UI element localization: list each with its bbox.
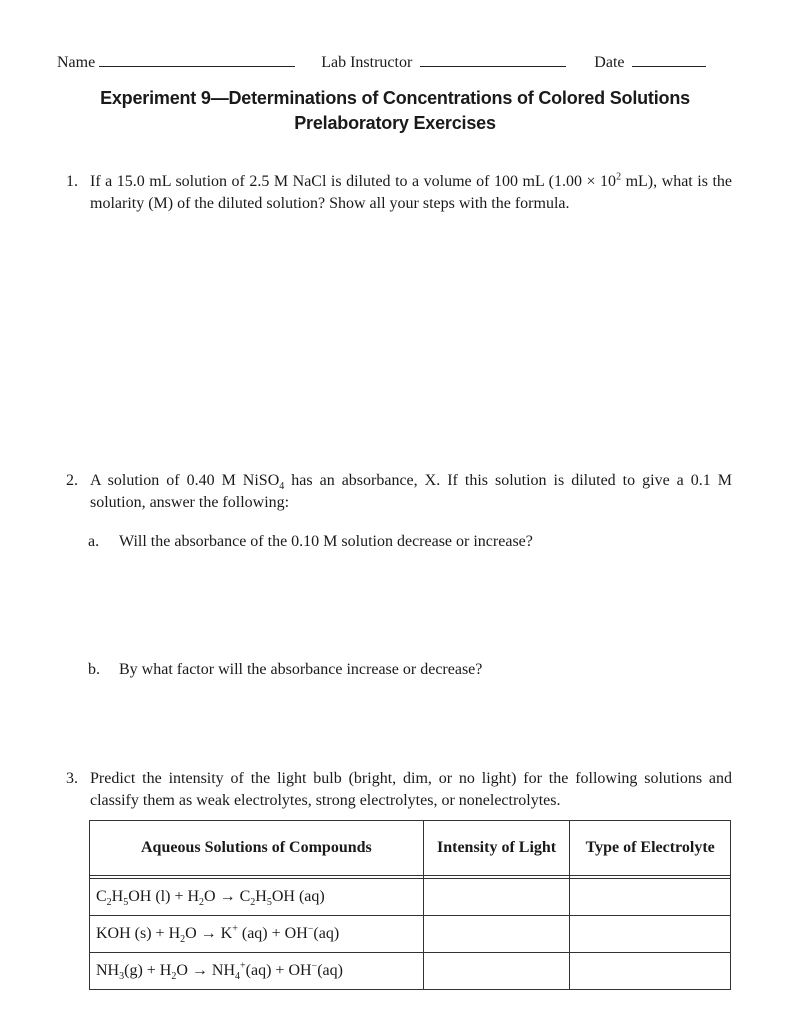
compound-koh: KOH $(s) + H_2O \to K^+$ (aq) + OH−(aq) — [90, 916, 424, 953]
question-1-number: 1. — [66, 173, 78, 190]
electrolyte-type-cell[interactable] — [570, 953, 731, 990]
header-intensity-of-light: Intensity of Light — [423, 821, 570, 876]
question-2-number: 2. — [66, 472, 78, 489]
intensity-cell[interactable] — [423, 879, 570, 916]
intensity-cell[interactable] — [423, 953, 570, 990]
lab-instructor-label: Lab Instructor — [321, 54, 413, 71]
electrolyte-table — [89, 820, 731, 990]
student-info-header — [57, 52, 734, 72]
question-2 — [66, 470, 732, 514]
table-header-row — [90, 821, 731, 876]
electrolyte-type-cell[interactable] — [570, 879, 731, 916]
name-label: Name — [57, 54, 96, 71]
question-2b — [88, 659, 728, 681]
table-row — [90, 879, 731, 916]
header-aqueous-solutions: Aqueous Solutions of Compounds — [90, 821, 424, 876]
exercise-subtitle: Prelaboratory Exercises — [294, 113, 496, 133]
table-row — [90, 916, 731, 953]
electrolyte-type-cell[interactable] — [570, 916, 731, 953]
lab-instructor-field[interactable] — [420, 52, 566, 67]
name-field[interactable] — [99, 52, 295, 67]
question-3-text: Predict the intensity of the light bulb (bright, dim, or no light) for the following solutions and classify them as weak electrolytes, strong electrolytes, or nonelectrolytes. — [90, 770, 732, 809]
compound-ammonia: $NH_3(g) + H_2O \to NH_4^+(aq) + OH^-(aq)$ — [90, 953, 424, 990]
date-field[interactable] — [632, 52, 706, 67]
question-2a-text: Will the absorbance of the 0.10 M solution decrease or increase? — [119, 533, 533, 550]
question-1-text: If a 15.0 mL solution of 2.5 M NaCl is diluted to a volume of 100 mL ($1.00 \times 10^2$ mL), what is the molarity (M) of the diluted solution? Show all your steps with the formula. — [90, 171, 732, 212]
question-2b-text: By what factor will the absorbance increase or decrease? — [119, 661, 483, 678]
date-label: Date — [594, 54, 625, 71]
question-2a-label: a. — [88, 533, 100, 550]
question-2-text: A solution of 0.40 M NiSO$_4$ has an absorbance, X. If this solution is diluted to give a 0.1 M solution, answer the following: — [90, 472, 732, 511]
question-3-number: 3. — [66, 770, 78, 787]
header-type-of-electrolyte: Type of Electrolyte — [570, 821, 731, 876]
question-1 — [66, 171, 732, 215]
experiment-title: Experiment 9—Determinations of Concentrations of Colored Solutions — [100, 88, 690, 108]
question-2a — [88, 531, 728, 553]
intensity-cell[interactable] — [423, 916, 570, 953]
question-2b-label: b. — [88, 661, 100, 678]
question-3 — [66, 768, 732, 812]
table-row — [90, 953, 731, 990]
compound-ethanol: $C_2H_5OH$ $(l) + H_2O \to C_2H_5OH$ (aq) — [90, 879, 424, 916]
